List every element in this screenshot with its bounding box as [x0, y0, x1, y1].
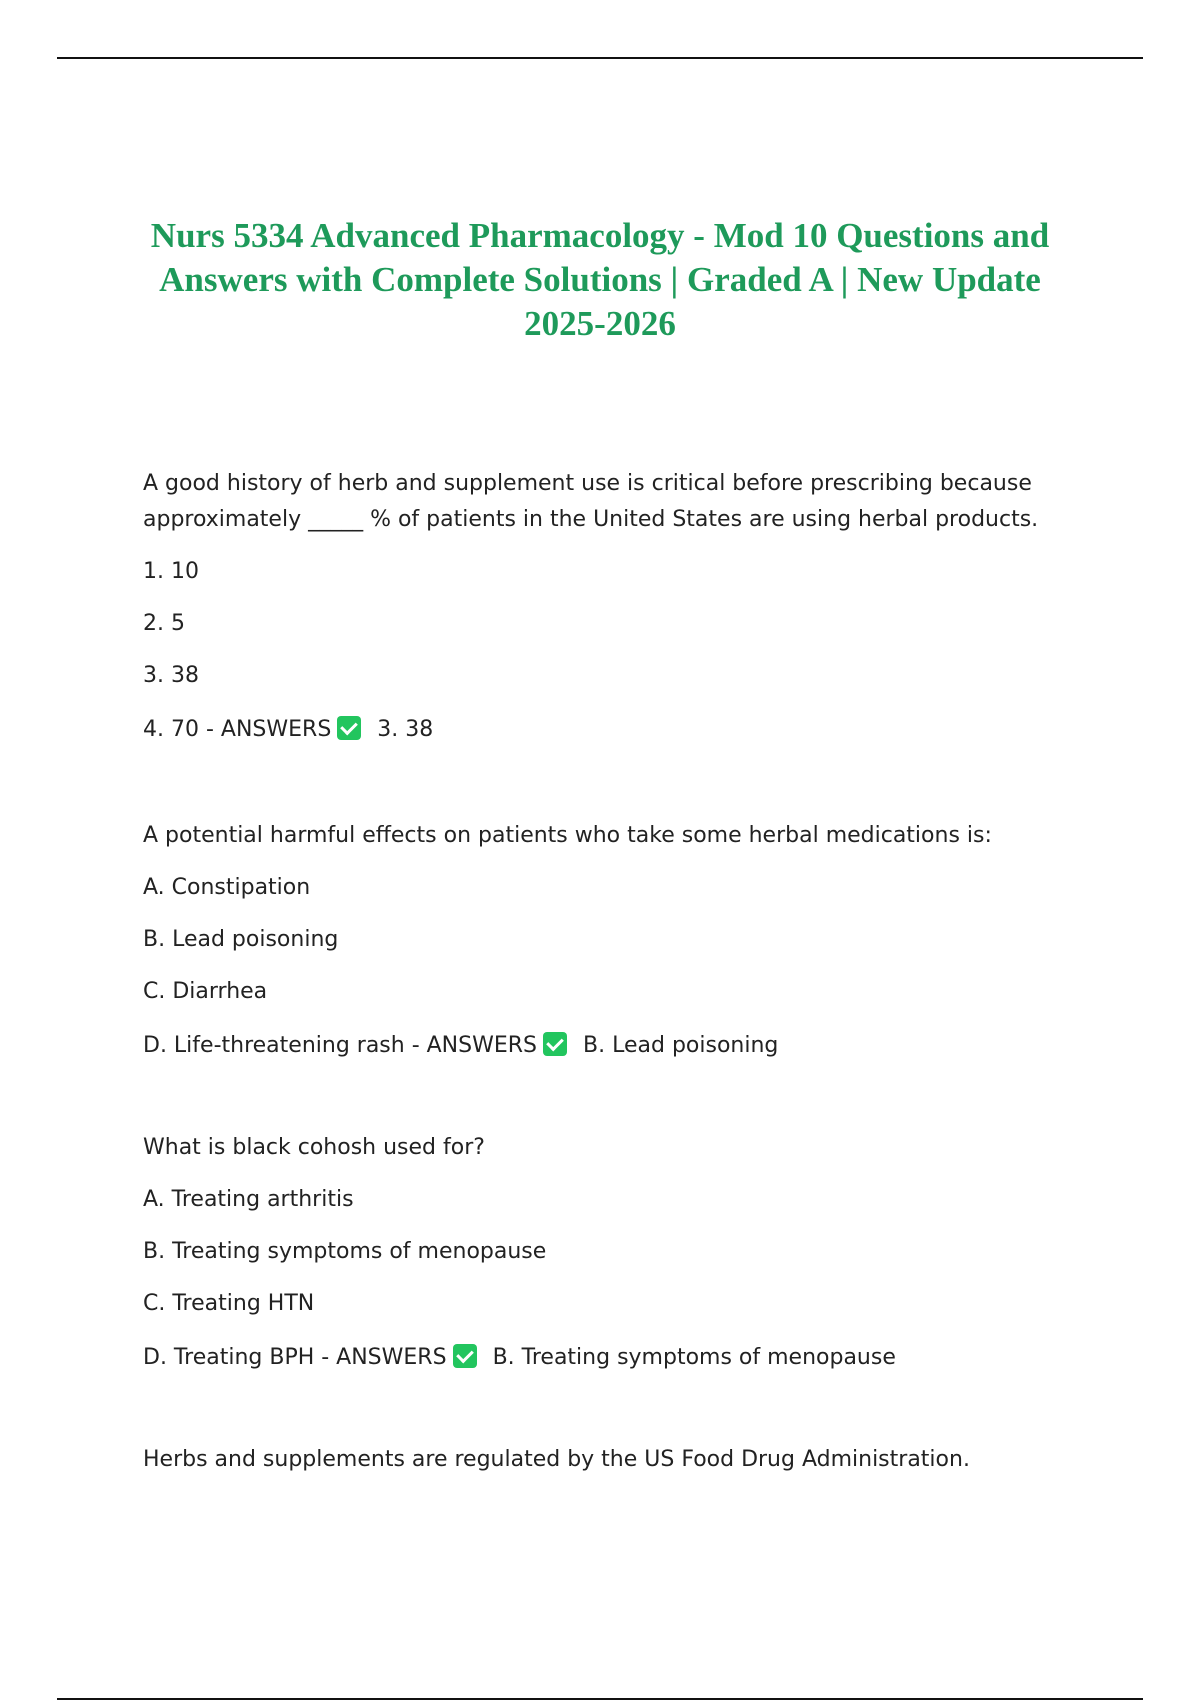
option-item: D. Treating BPH - ANSWERS — [143, 1345, 447, 1370]
title-line: 2025-2026 — [524, 304, 676, 343]
question-block — [143, 1442, 1063, 1478]
questions-section — [143, 466, 1063, 1544]
answer-text: B. Treating symptoms of menopause — [492, 1345, 896, 1370]
option-item: 4. 70 - ANSWERS — [143, 717, 332, 742]
answer-line — [143, 712, 1063, 748]
question-line: approximately _____ % of patients in the United States are using herbal products. — [143, 507, 1039, 532]
question-text — [143, 1442, 1063, 1478]
option-item: 1. 10 — [143, 559, 199, 584]
answer-text: 3. 38 — [377, 717, 434, 742]
answer-line — [143, 1340, 1063, 1376]
checkmark-icon — [453, 1344, 477, 1368]
answer-line — [143, 1028, 1063, 1064]
question-block — [143, 466, 1063, 748]
top-divider — [57, 57, 1143, 59]
checkmark-icon — [543, 1032, 567, 1056]
question-text — [143, 1130, 1063, 1166]
option-item: B. Treating symptoms of menopause — [143, 1239, 547, 1264]
option-item: A. Treating arthritis — [143, 1187, 354, 1212]
question-text — [143, 466, 1063, 538]
checkmark-icon — [337, 716, 361, 740]
question-text — [143, 818, 1063, 854]
option-item: D. Life-threatening rash - ANSWERS — [143, 1033, 538, 1058]
option-item: 2. 5 — [143, 611, 185, 636]
question-block — [143, 818, 1063, 1064]
option-item: C. Treating HTN — [143, 1291, 315, 1316]
question-line: What is black cohosh used for? — [143, 1135, 485, 1160]
option-item: C. Diarrhea — [143, 979, 268, 1004]
option-item: 3. 38 — [143, 663, 199, 688]
title-line: Answers with Complete Solutions | Graded A | New Update — [159, 260, 1041, 299]
question-line: A potential harmful effects on patients who take some herbal medications is: — [143, 823, 992, 848]
answer-text: B. Lead poisoning — [583, 1033, 779, 1058]
option-item: A. Constipation — [143, 875, 311, 900]
question-block — [143, 1130, 1063, 1376]
question-line: Herbs and supplements are regulated by the US Food Drug Administration. — [143, 1447, 970, 1472]
option-item: B. Lead poisoning — [143, 927, 339, 952]
question-line: A good history of herb and supplement use is critical before prescribing because — [143, 471, 1032, 496]
document-title — [100, 214, 1100, 346]
title-line: Nurs 5334 Advanced Pharmacology - Mod 10 Questions and — [150, 216, 1050, 255]
